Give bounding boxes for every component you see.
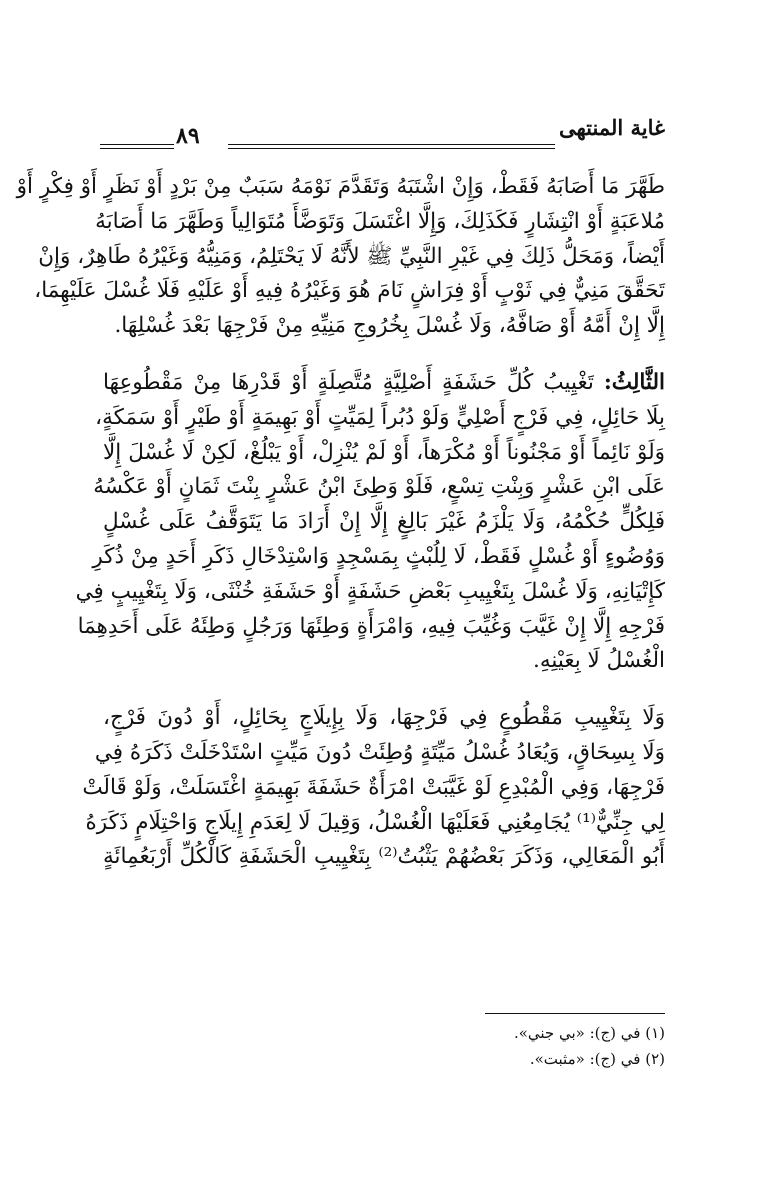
text-line-rest: تَغْيِيبُ كُلِّ حَشَفَةٍ أَصْلِيَّةٍ مُتَّصِلَةٍ أَوْ قَدْرِهَا مِنْ مَقْطُوعِهَا [103,369,604,395]
text-line: أَيْضاً، وَمَحَلُّ ذَلِكَ فِي غَيْرِ النَّبِيِّ ﷺ لأَنَّهُ لَا يَحْتَلِمُ، وَمَنِيُّهُ وَغَيْرُهُ طَاهِرٌ، وَإِنْ [38,243,665,269]
footnote-separator [485,1013,665,1014]
text-line: الْغُسْلُ لَا بِعَيْنِهِ. [533,648,665,674]
text-line: بِلَا حَائِلٍ، فِي فَرْجٍ أَصْلِيٍّ وَلَوْ دُبُراً لِمَيِّتٍ أَوْ بَهِيمَةٍ أَوْ طَيْرٍ أَوْ سَمَكَةٍ، [95,404,665,430]
text-line: طَهَّرَ مَا أَصَابَهُ فَقَطْ، وَإِنْ اشْتَبَهُ وَتَقَدَّمَ نَوْمَهُ سَبَبٌ مِنْ بَرْدٍ أَوْ نَظَرٍ أَوْ فِكْرٍ أَوْ [16,174,665,199]
text-line: وَلَوْ نَائِماً أَوْ مَجْنُوناً أَوْ مُكْرَهاً، أَوْ لَمْ يُنْزِلْ، أَوْ يَبْلُغْ، لَكِنْ لَا غُسْلَ إِلَّا [103,439,665,465]
text-line: مُلاعَبَةٍ أَوْ انْتِشَارٍ فَكَذَلِكَ، وَإِلَّا اغْتَسَلَ وَتَوَضَّأَ مُتَوَالِياً وَطَهَّرَ مَا أَصَابَهُ [95,208,665,234]
header-double-rule-short [100,144,174,149]
text-line: تَحَقَّقَ مَنِيٌّ فِي ثَوْبٍ أَوْ فِرَاشٍ نَامَ هُوَ وَغَيْرُهُ فِيهِ أَوْ عَلَيْهِ فَلَا غُسْلَ عَلَيْهِمَا، [34,278,665,304]
text-line: عَلَى ابْنِ عَشْرٍ وَبِنْتِ تِسْعٍ، فَلَوْ وَطِئَ ابْنُ عَشْرٍ بِنْتَ ثَمَانٍ أَوْ عَكْسُهُ [93,474,665,500]
running-header [100,114,665,154]
text-line: فَرْجِهِ إِلَّا إِنْ غَيَّبَ وَغُيِّبَ فِيهِ، وَامْرَأَةٍ وَطِئَهَا وَرَجُلٍ وَطِئَهُ عَلَى أَحَدِهِمَا [77,613,665,639]
running-title: غاية المنتهى [558,115,665,140]
text-line: وَلَا بِسِحَاقٍ، وَيُعَادُ غُسْلُ مَيِّتَةٍ وُطِئَتْ دُونَ مَيِّتٍ اسْتَدْخَلَتْ ذَكَرَهُ فِي [94,739,665,765]
section-heading: الثَّالِثُ: [603,369,665,395]
text-line: وَلَا بِتَغْيِيبِ مَقْطُوعٍ فِي فَرْجِهَا، وَلَا بِإِيلَاجٍ بِحَائِلٍ، أَوْ دُونَ فَرْجٍ، [103,705,665,731]
text-line: لِي جِنِّيٌّ⁽¹⁾ يُجَامِعُنِي فَعَلَيْهَا الْغُسْلُ، وَقِيلَ لَا لِعَدَمِ إِيلَاجٍ وَاحْتِلَامٍ ذَكَرَهُ [85,809,665,835]
page-number: ٨٩ [176,123,200,149]
text-line: فَلِكُلٍّ حُكْمُهُ، وَلَا يَلْزَمُ غَيْرَ بَالِغٍ إِلَّا إِنْ أَرَادَ مَا يَتَوَقَّفُ عَلَى غُسْلٍ [103,509,665,535]
text-line: أَبُو الْمَعَالِي، وَذَكَرَ بَعْضُهُمْ يَثْبُتُ⁽²⁾ بِتَغْيِيبِ الْحَشَفَةِ كَالْكُلِّ أَرْبَعُمِائَةٍ [103,844,665,870]
text-line: كَإِتْيَانِهِ، وَلَا غُسْلَ بِتَغْيِيبِ بَعْضِ حَشَفَةٍ أَوْ حَشَفَةِ خُنْثَى، وَلَا بِتَغْيِيبٍ فِي [75,578,665,604]
footnote: (١) في (ج): «بي جني». [513,1024,665,1042]
text-line: وَوُضُوءٍ أَوْ غُسْلٍ فَقَطْ، لَا لِلُبْثٍ بِمَسْجِدٍ وَاسْتِدْخَالِ ذَكَرِ أَحَدٍ مِنْ ذُكَرِ [92,543,665,569]
text-line: فَرْجِهَا، وَفِي الْمُبْدِعِ لَوْ غَيَّبَتْ امْرَأَةٌ حَشَفَةَ بَهِيمَةٍ اغْتَسَلَتْ، وَلَوْ قَالَتْ [82,774,665,800]
paragraph-gap [103,344,665,366]
text-line: إِلَّا إِنْ أَمَّهُ أَوْ صَافَّهُ، وَلَا غُسْلَ بِخُرُوجِ مَنِيِّهِ مِنْ فَرْجِهَا بَعْدَ غُسْلِهَا. [114,313,665,339]
footnote: (٢) في (ج): «مثبت». [529,1050,665,1068]
main-text [16,170,665,875]
footnotes [265,1020,665,1072]
text-line [103,366,665,401]
header-double-rule [228,144,555,149]
paragraph-gap [103,679,665,701]
